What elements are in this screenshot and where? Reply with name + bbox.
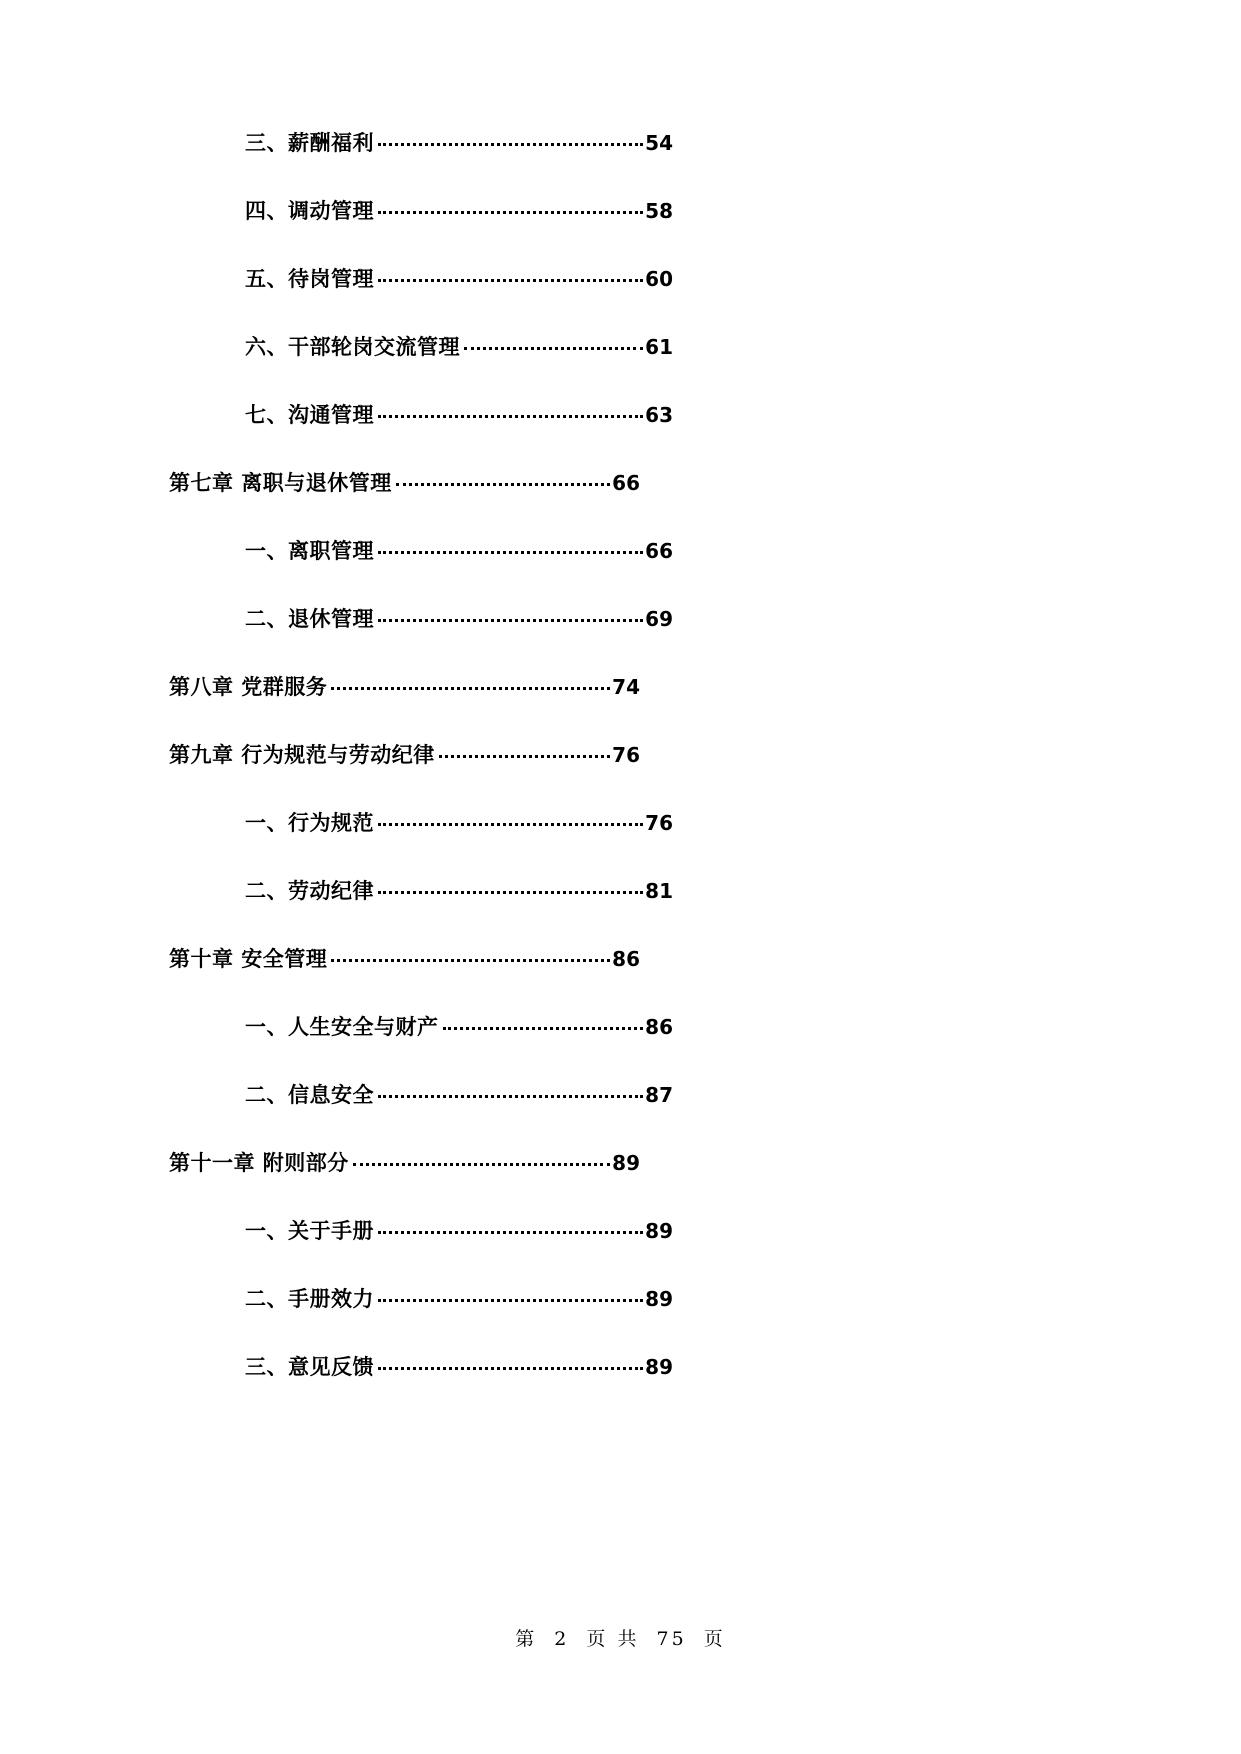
- toc-entry-page-number: 87: [645, 1083, 673, 1107]
- toc-section-entry[interactable]: [245, 1075, 673, 1115]
- toc-entry-page-number: 61: [645, 335, 673, 359]
- toc-entry-title: 一、离职管理: [245, 539, 374, 563]
- toc-entry-title: 三、意见反馈: [245, 1355, 374, 1379]
- toc-dot-leader: [464, 327, 643, 367]
- toc-section-entry[interactable]: [245, 1007, 673, 1047]
- toc-chapter-entry[interactable]: [169, 463, 640, 503]
- toc-entry-title: 三、薪酬福利: [245, 131, 374, 155]
- toc-dot-leader: [378, 259, 643, 299]
- toc-dot-leader: [378, 531, 643, 571]
- toc-section-entry[interactable]: [245, 1211, 673, 1251]
- toc-entry-title: 一、行为规范: [245, 811, 374, 835]
- toc-entry-page-number: 86: [645, 1015, 673, 1039]
- toc-entry-title: 七、沟通管理: [245, 403, 374, 427]
- toc-entry-page-number: 89: [645, 1287, 673, 1311]
- toc-section-entry[interactable]: [245, 123, 673, 163]
- toc-dot-leader: [378, 803, 643, 843]
- footer-middle: 页 共: [586, 1628, 640, 1650]
- toc-entry-page-number: 66: [645, 539, 673, 563]
- toc-entry-title: 一、关于手册: [245, 1219, 374, 1243]
- toc-dot-leader: [378, 1347, 643, 1387]
- toc-dot-leader: [378, 1211, 643, 1251]
- toc-section-entry[interactable]: [245, 531, 673, 571]
- toc-entry-title: 二、劳动纪律: [245, 879, 374, 903]
- toc-section-entry[interactable]: [245, 395, 673, 435]
- toc-entry-title: 五、待岗管理: [245, 267, 374, 291]
- toc-entry-page-number: 76: [645, 811, 673, 835]
- toc-entry-page-number: 86: [612, 947, 640, 971]
- toc-entry-title: 第八章 党群服务: [169, 675, 328, 699]
- toc-dot-leader: [331, 939, 610, 979]
- toc-entry-page-number: 60: [645, 267, 673, 291]
- toc-entry-title: 四、调动管理: [245, 199, 374, 223]
- toc-entry-title: 二、手册效力: [245, 1287, 374, 1311]
- toc-chapter-entry[interactable]: [169, 667, 640, 707]
- toc-entry-page-number: 58: [645, 199, 673, 223]
- toc-entry-title: 第七章 离职与退休管理: [169, 471, 392, 495]
- toc-entry-page-number: 89: [612, 1151, 640, 1175]
- toc-chapter-entry[interactable]: [169, 1143, 640, 1183]
- toc-entry-title: 二、信息安全: [245, 1083, 374, 1107]
- toc-entry-page-number: 81: [645, 879, 673, 903]
- toc-dot-leader: [378, 1279, 643, 1319]
- toc-entry-title: 六、干部轮岗交流管理: [245, 335, 460, 359]
- page-footer: [0, 1624, 1241, 1651]
- toc-entry-page-number: 69: [645, 607, 673, 631]
- toc-section-entry[interactable]: [245, 1279, 673, 1319]
- toc-section-entry[interactable]: [245, 871, 673, 911]
- toc-entry-title: 第十章 安全管理: [169, 947, 328, 971]
- toc-entry-title: 一、人生安全与财产: [245, 1015, 439, 1039]
- footer-total-pages: 75: [656, 1628, 687, 1650]
- toc-dot-leader: [378, 123, 643, 163]
- toc-dot-leader: [439, 735, 610, 775]
- toc-entry-page-number: 76: [612, 743, 640, 767]
- toc-section-entry[interactable]: [245, 803, 673, 843]
- toc-dot-leader: [378, 191, 643, 231]
- toc-entry-page-number: 74: [612, 675, 640, 699]
- toc-section-entry[interactable]: [245, 327, 673, 367]
- toc-dot-leader: [378, 871, 643, 911]
- footer-suffix: 页: [703, 1628, 726, 1650]
- toc-dot-leader: [378, 1075, 643, 1115]
- toc-entry-title: 第九章 行为规范与劳动纪律: [169, 743, 435, 767]
- toc-entry-page-number: 63: [645, 403, 673, 427]
- toc-dot-leader: [331, 667, 610, 707]
- toc-section-entry[interactable]: [245, 599, 673, 639]
- toc-entry-page-number: 66: [612, 471, 640, 495]
- toc-chapter-entry[interactable]: [169, 939, 640, 979]
- toc-section-entry[interactable]: [245, 259, 673, 299]
- toc-chapter-entry[interactable]: [169, 735, 640, 775]
- toc-entry-page-number: 89: [645, 1355, 673, 1379]
- toc-dot-leader: [443, 1007, 644, 1047]
- toc-entry-page-number: 89: [645, 1219, 673, 1243]
- footer-prefix: 第: [515, 1628, 538, 1650]
- toc-entry-page-number: 54: [645, 131, 673, 155]
- toc-dot-leader: [378, 395, 643, 435]
- toc-dot-leader: [353, 1143, 610, 1183]
- toc-entry-title: 第十一章 附则部分: [169, 1151, 349, 1175]
- toc-section-entry[interactable]: [245, 1347, 673, 1387]
- toc-dot-leader: [396, 463, 610, 503]
- toc-section-entry[interactable]: [245, 191, 673, 231]
- toc-entry-title: 二、退休管理: [245, 607, 374, 631]
- toc-dot-leader: [378, 599, 643, 639]
- footer-current-page: 2: [554, 1628, 570, 1650]
